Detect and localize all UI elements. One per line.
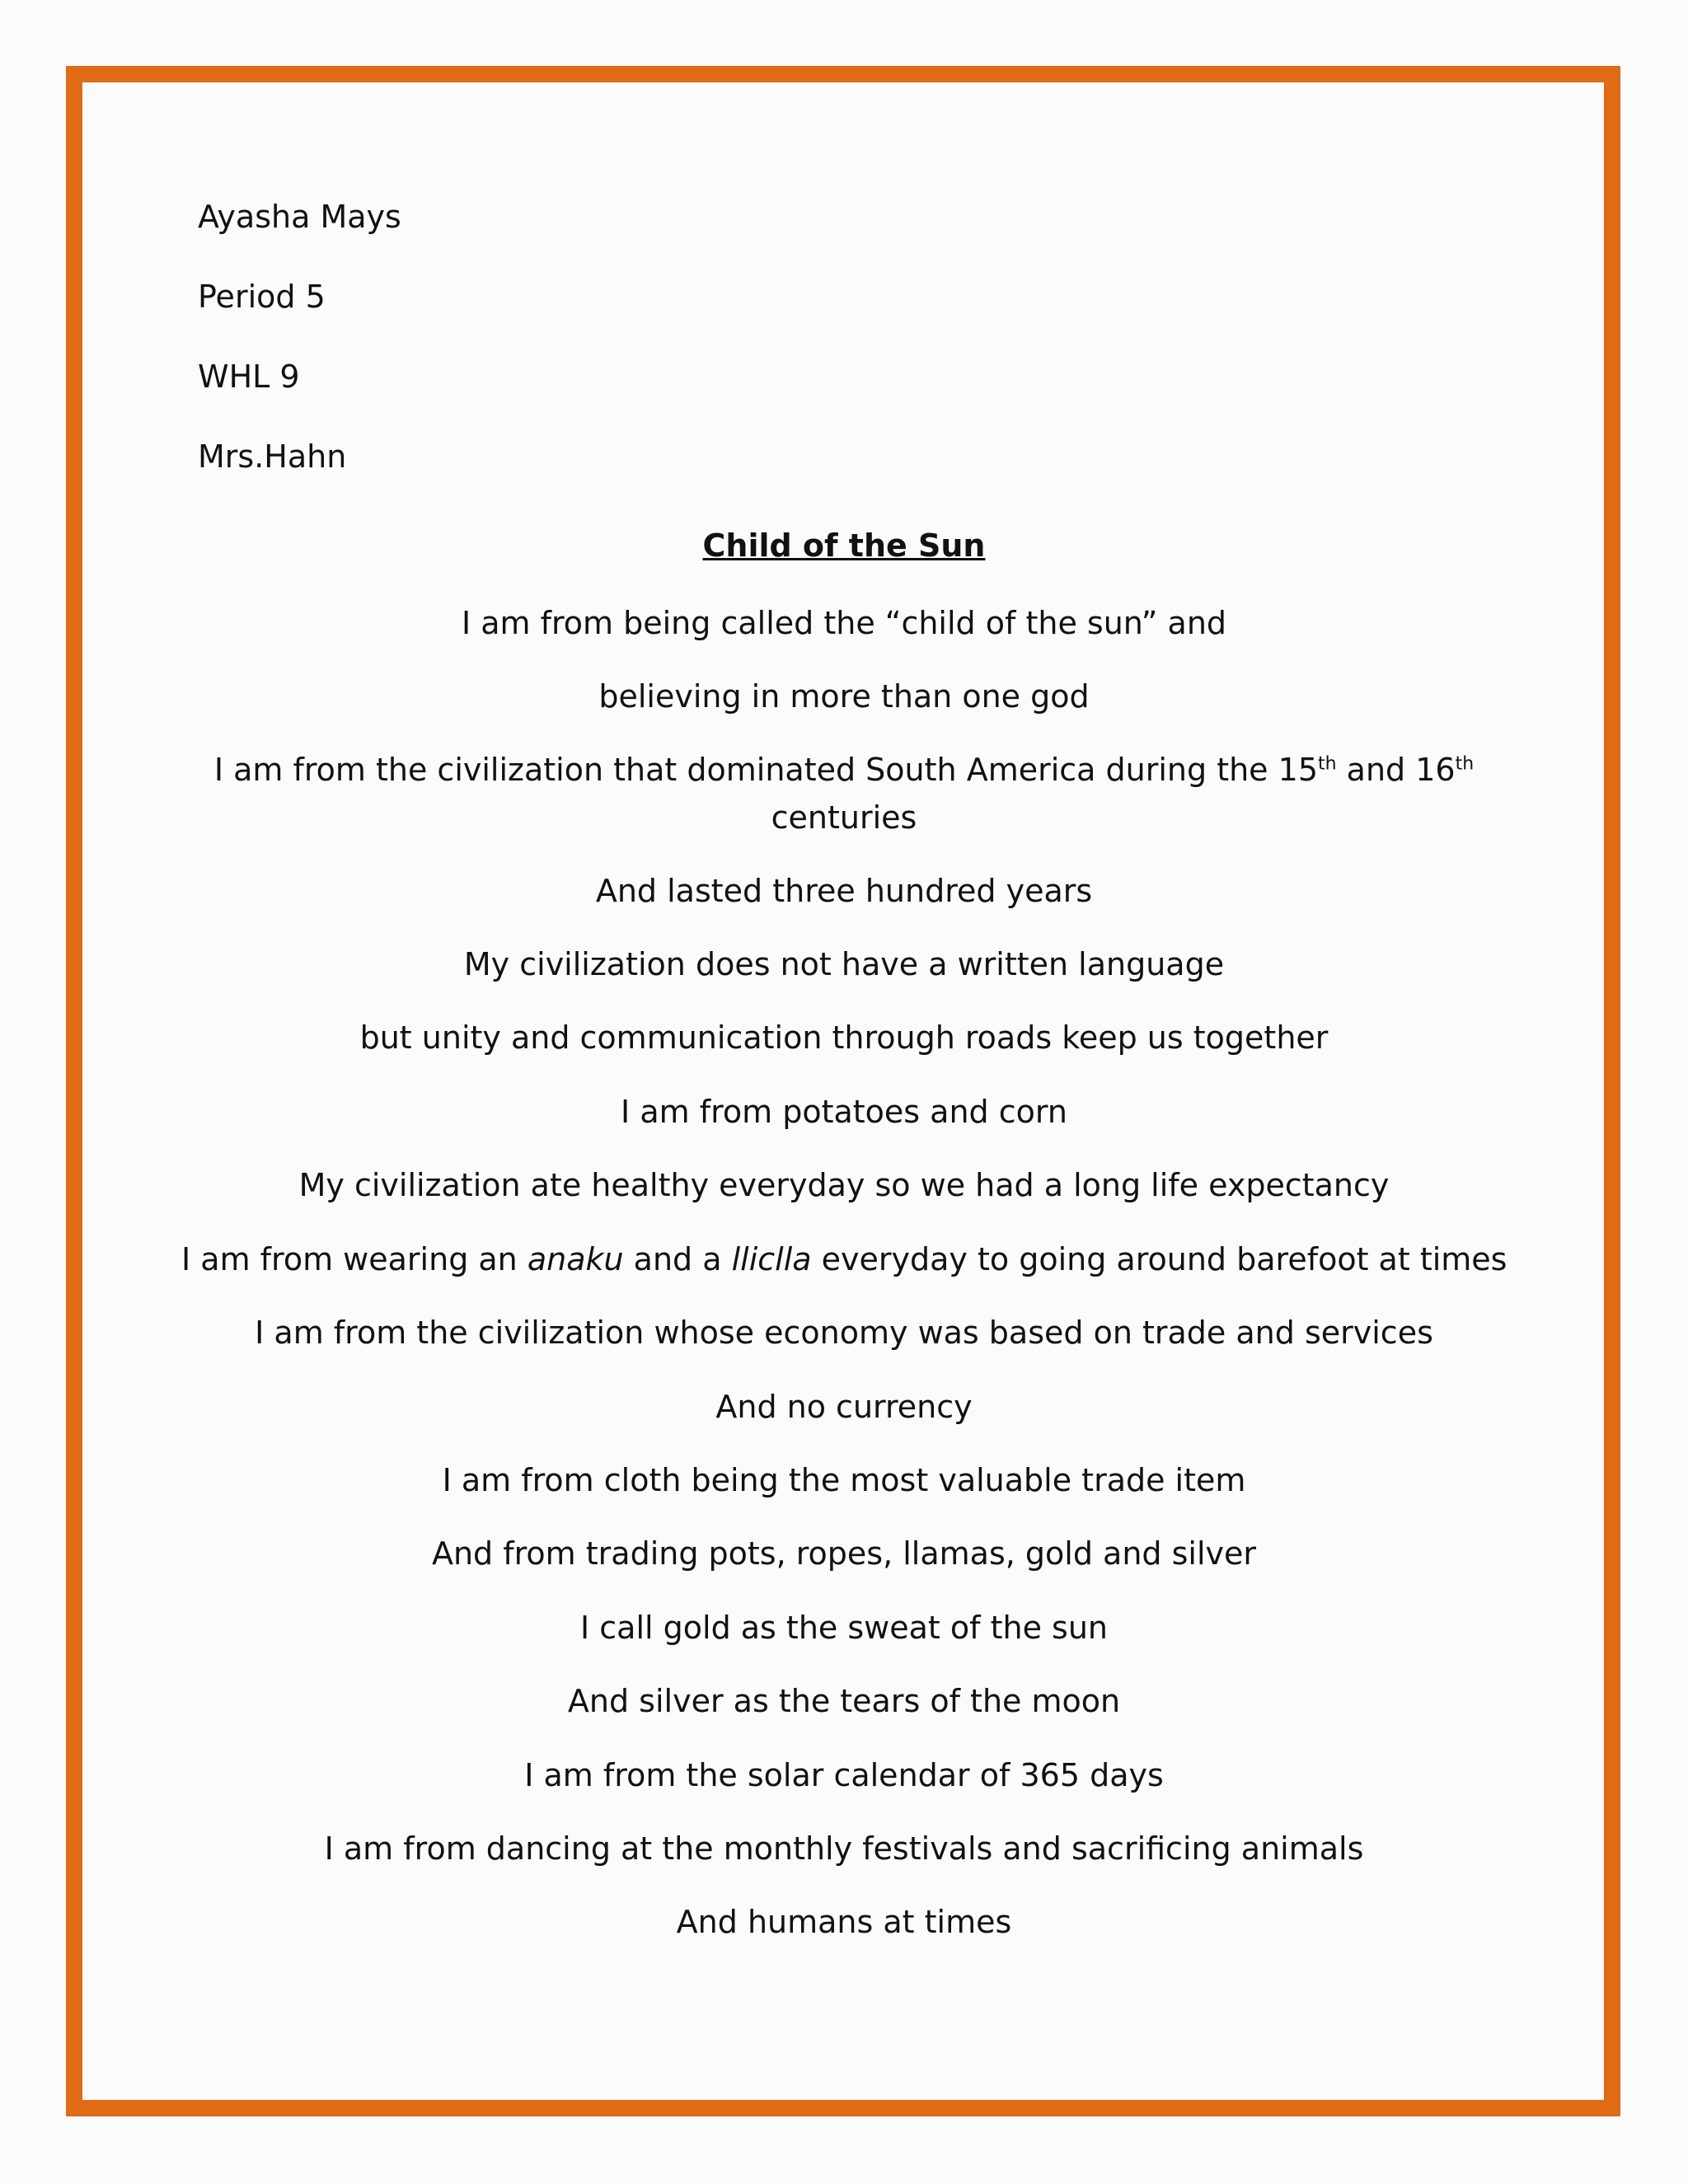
poem-line: And humans at times	[676, 1904, 1012, 1940]
poem-line-segment: and 16	[1336, 752, 1456, 788]
header-block	[198, 201, 401, 521]
superscript: th	[1455, 753, 1475, 775]
teacher-name: Mrs.Hahn	[198, 438, 347, 475]
italic-term: anaku	[527, 1241, 624, 1277]
poem-line: centuries	[771, 799, 917, 836]
poem-line-segment: and a	[623, 1241, 732, 1277]
poem-line: believing in more than one god	[598, 678, 1090, 715]
poem-line: I am from cloth being the most valuable trade item	[442, 1462, 1246, 1498]
poem-line: I am from potatoes and corn	[621, 1094, 1067, 1130]
poem-title-text: Child of the Sun	[702, 527, 986, 564]
italic-term: lliclla	[731, 1241, 812, 1277]
student-name: Ayasha Mays	[198, 199, 401, 235]
class-label: WHL 9	[198, 359, 300, 395]
poem-line: I am from the solar calendar of 365 days	[524, 1757, 1164, 1793]
poem-line: And no currency	[715, 1389, 973, 1425]
poem-line: My civilization ate healthy everyday so we had a long life expectancy	[298, 1167, 1390, 1203]
poem-line-segment: I am from the civilization that dominated South America during the 15	[213, 752, 1318, 788]
poem-line-segment: everyday to going around barefoot at times	[811, 1241, 1507, 1277]
poem-line: I am from the civilization whose economy was based on trade and services	[255, 1315, 1433, 1351]
period-label: Period 5	[198, 279, 326, 315]
poem-line: I am from being called the “child of the sun” and	[461, 605, 1227, 641]
poem-title	[181, 527, 1507, 564]
poem-line: And from trading pots, ropes, llamas, gold and silver	[431, 1535, 1257, 1572]
poem-line: but unity and communication through roads keep us together	[359, 1019, 1329, 1056]
superscript: th	[1318, 753, 1337, 775]
poem-line: I am from dancing at the monthly festivals and sacrificing animals	[324, 1830, 1364, 1867]
poem-line-segment: I am from wearing an	[181, 1241, 528, 1277]
poem-line: I call gold as the sweat of the sun	[579, 1610, 1109, 1646]
poem-line: My civilization does not have a written language	[463, 946, 1225, 982]
poem-line: And silver as the tears of the moon	[567, 1683, 1121, 1719]
poem-line	[181, 752, 1507, 788]
poem-line: And lasted three hundred years	[595, 873, 1093, 909]
poem-line	[181, 1241, 1507, 1277]
